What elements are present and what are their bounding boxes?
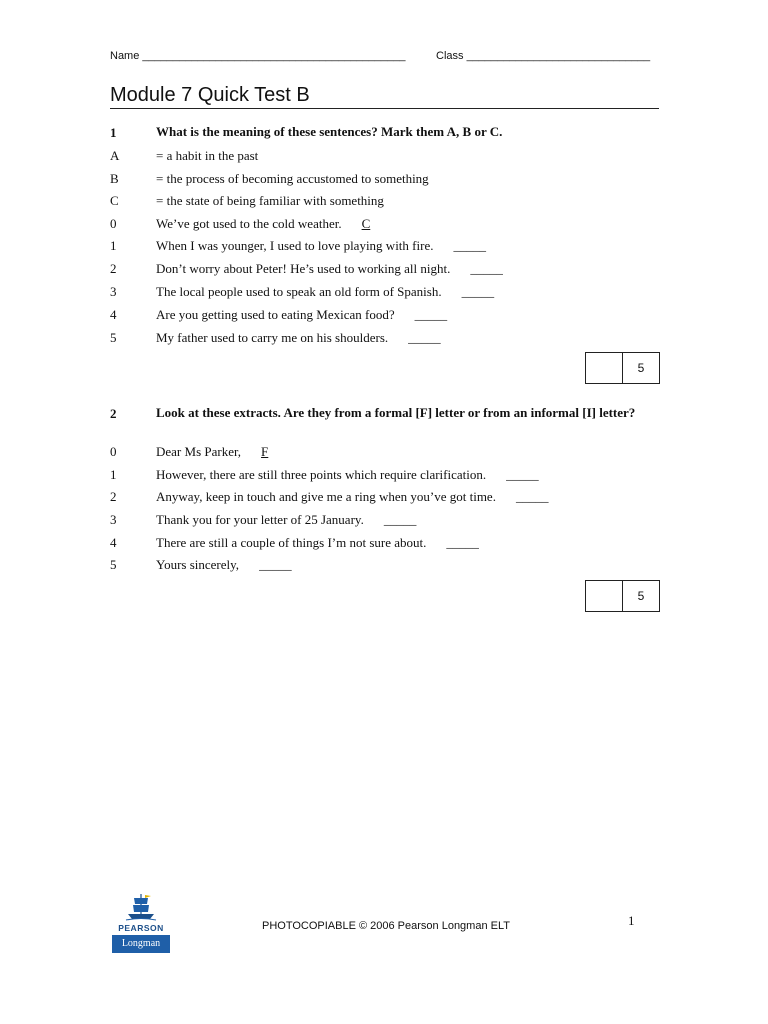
class-line: ______________________________ xyxy=(466,50,651,62)
logo-longman-text: Longman xyxy=(112,935,170,953)
item-number: 0 xyxy=(110,216,117,231)
item-text: Dear Ms Parker, xyxy=(156,444,242,459)
item-number: 2 xyxy=(110,261,117,276)
section1-score-box xyxy=(585,352,660,384)
item-text: Thank you for your letter of 25 January. xyxy=(156,512,364,527)
section2-score-box xyxy=(585,580,660,612)
key-text: = a habit in the past xyxy=(156,148,259,163)
answer-blank[interactable]: _____ xyxy=(383,512,417,527)
item-text: Anyway, keep in touch and give me a ring when you’ve got time. xyxy=(156,489,496,504)
answer-blank[interactable]: _____ xyxy=(506,467,539,482)
page-number: 1 xyxy=(628,913,635,928)
answer-blank[interactable]: _____ xyxy=(259,557,292,572)
title-divider xyxy=(110,108,659,109)
item-number: 0 xyxy=(110,444,117,459)
name-label: Name xyxy=(110,50,140,62)
item-number: 4 xyxy=(110,535,117,550)
key-letter: A xyxy=(110,148,120,163)
item-number: 2 xyxy=(110,489,117,504)
item-text: However, there are still three points which require clarification. xyxy=(156,467,487,482)
section2-number: 2 xyxy=(110,406,117,421)
item-text: My father used to carry me on his shoulders. xyxy=(156,330,389,345)
pearson-longman-logo xyxy=(112,892,170,954)
score-entry-cell[interactable] xyxy=(586,353,622,383)
item-number: 1 xyxy=(110,238,117,253)
item-number: 5 xyxy=(110,557,117,572)
item-text: The local people used to speak an old form of Spanish. xyxy=(156,284,442,299)
item-text: Yours sincerely, xyxy=(156,557,240,572)
logo-pearson-text: PEARSON xyxy=(112,922,170,935)
section1-instruction: What is the meaning of these sentences? Mark them A, B or C. xyxy=(156,124,503,139)
key-text: = the state of being familiar with something xyxy=(156,193,384,208)
page-title: Module 7 Quick Test B xyxy=(110,84,310,106)
item-number: 3 xyxy=(110,284,117,299)
item-number: 3 xyxy=(110,512,117,527)
score-total-cell: 5 xyxy=(622,581,659,611)
item-number: 1 xyxy=(110,467,117,482)
item-text: When I was younger, I used to love playing with fire. xyxy=(156,238,434,253)
item-text: There are still a couple of things I’m not sure about. xyxy=(156,535,427,550)
name-line: ___________________________________________ xyxy=(142,50,406,62)
item-number: 4 xyxy=(110,307,117,322)
score-entry-cell[interactable] xyxy=(586,581,622,611)
answer-blank[interactable]: _____ xyxy=(453,238,486,253)
ship-icon xyxy=(112,892,170,922)
name-field xyxy=(110,50,405,62)
example-answer: C xyxy=(361,216,371,231)
class-field xyxy=(436,50,650,62)
section2-instruction: Look at these extracts. Are they from a formal [F] letter or from an informal [I] letter? xyxy=(156,405,636,420)
answer-blank[interactable]: _____ xyxy=(470,261,503,276)
item-text: Are you getting used to eating Mexican food? xyxy=(156,307,395,322)
example-answer: F xyxy=(261,444,269,459)
section1-number: 1 xyxy=(110,125,117,140)
answer-blank[interactable]: _____ xyxy=(515,489,549,504)
score-total-cell: 5 xyxy=(622,353,659,383)
key-letter: C xyxy=(110,193,119,208)
item-text: Don’t worry about Peter! He’s used to working all night. xyxy=(156,261,451,276)
answer-blank[interactable]: _____ xyxy=(408,330,441,345)
key-text: = the process of becoming accustomed to something xyxy=(156,171,429,186)
item-number: 5 xyxy=(110,330,117,345)
key-letter: B xyxy=(110,171,119,186)
copyright-notice: PHOTOCOPIABLE © 2006 Pearson Longman ELT xyxy=(262,920,510,932)
answer-blank[interactable]: _____ xyxy=(446,535,479,550)
answer-blank[interactable]: _____ xyxy=(461,284,495,299)
item-text: We’ve got used to the cold weather. xyxy=(156,216,342,231)
class-label: Class xyxy=(436,50,464,62)
answer-blank[interactable]: _____ xyxy=(414,307,448,322)
